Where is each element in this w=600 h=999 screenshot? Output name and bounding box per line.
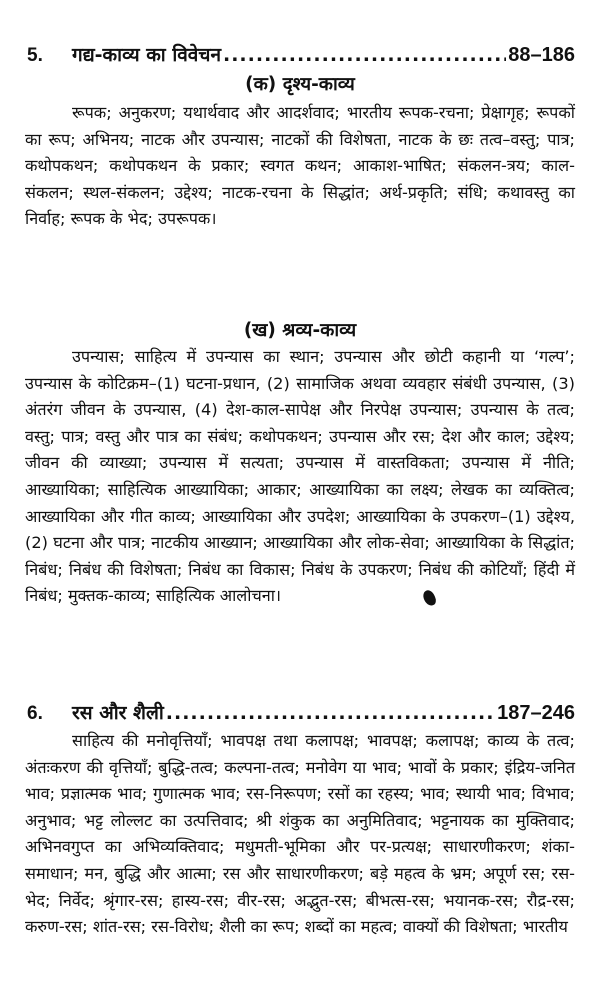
chapter-number: 5.	[27, 45, 43, 66]
section-topics-shravya-kavya: उपन्यास; साहित्य में उपन्यास का स्थान; उपन्यास और छोटी कहानी या ‘गल्प’; उपन्यास के कोटिक्रम–(1) घटना-प्रधान, (2) सामाजिक अथवा व्यवहार संबंधी उपन्यास, (3) अंतरंग जीवन के उपन्यास, (4) देश-काल-सापेक्ष और निरपेक्ष उपन्यास; उपन्यास के तत्व; वस्तु; पात्र; वस्तु और पात्र का संबंध; कथोपकथन; उपन्यास और रस; देश और काल; उद्देश्य; जीवन की व्याख्या; उपन्यास में सत्यता; उपन्यास में वास्तविकता; उपन्यास में नीति; आख्यायिका; साहित्यिक आख्यायिका; आकार; आख्यायिका का लक्ष्य; लेखक का व्यक्तित्व; आख्यायिका और गीत काव्य; आख्यायिका और उपदेश; आख्यायिका के उपकरण–(1) उद्देश्य, (2) घटना और पात्र; नाटकीय आख्यान; आख्यायिका और लोक-सेवा; आख्यायिका के सिद्धांत; निबंध; निबंध की विशेषता; निबंध का विकास; निबंध के उपकरण; निबंध की कोटियाँ; हिंदी में निबंध; मुक्तक-काव्य; साहित्यिक आलोचना।	[25, 347, 575, 606]
section-topics-ras-aur-shaili: साहित्य की मनोवृत्तियाँ; भावपक्ष तथा कलापक्ष; भावपक्ष; कलापक्ष; काव्य के तत्व; अंतःकरण की वृत्तियाँ; बुद्धि-तत्व; कल्पना-तत्व; मनोवेग या भाव; भावों के प्रकार; इंद्रिय-जनित भाव; प्रज्ञात्मक भाव; गुणात्मक भाव; रस-निरूपण; रसों का रहस्य; भाव; स्थायी भाव; विभाव; अनुभाव; भट्ट लोल्लट का उत्पत्तिवाद; श्री शंकुक का अनुमितिवाद; भट्टनायक का मुक्तिवाद; अभिनवगुप्त का अभिव्यक्तिवाद; मधुमती-भूमिका और पर-प्रत्यक्ष; साधारणीकरण; शंका-समाधान; मन, बुद्धि और आत्मा; रस और साधारणीकरण; बड़े महत्व के भ्रम; अपूर्ण रस; रस-भेद; निर्वेद; श्रृंगार-रस; हास्य-रस; वीर-रस; अद्भुत-रस; बीभत्स-रस; भयानक-रस; रौद्र-रस; करुण-रस; शांत-रस; रस-विरोध; शैली का रूप; शब्दों का महत्व; वाक्यों की विशेषता; भारतीय	[25, 731, 575, 937]
section-heading-drishya-kavya: (क) दृश्य-काव्य	[245, 74, 355, 95]
chapter-number: 6.	[27, 703, 43, 724]
dot-leader	[223, 42, 506, 68]
section-topics-drishya-kavya: रूपक; अनुकरण; यथार्थवाद और आदर्शवाद; भारतीय रूपक-रचना; प्रेक्षागृह; रूपकों का रूप; अभिनय; नाटक और उपन्यास; नाटकों की विशेषता, नाटक के छः तत्व–वस्तु; पात्र; कथोपकथन; कथोपकथन के प्रकार; स्वगत कथन; आकाश-भाषित; संकलन-त्रय; काल-संकलन; स्थल-संकलन; उद्देश्य; नाटक-रचना के सिद्धांत; अर्थ-प्रकृति; संधि; कथावस्तु का निर्वाह; रूपक के भेद; उपरूपक।	[25, 103, 575, 229]
section-heading-shravya-kavya: (ख) श्रव्य-काव्य	[243, 320, 357, 341]
chapter-6-entry	[27, 700, 575, 727]
dot-leader	[166, 700, 495, 726]
page-range: 88–186	[508, 44, 575, 66]
page-range: 187–246	[497, 702, 575, 724]
chapter-title: रस और शैली	[72, 702, 164, 724]
chapter-title: गद्य-काव्य का विवेचन	[72, 44, 221, 66]
chapter-5-entry	[27, 42, 575, 69]
